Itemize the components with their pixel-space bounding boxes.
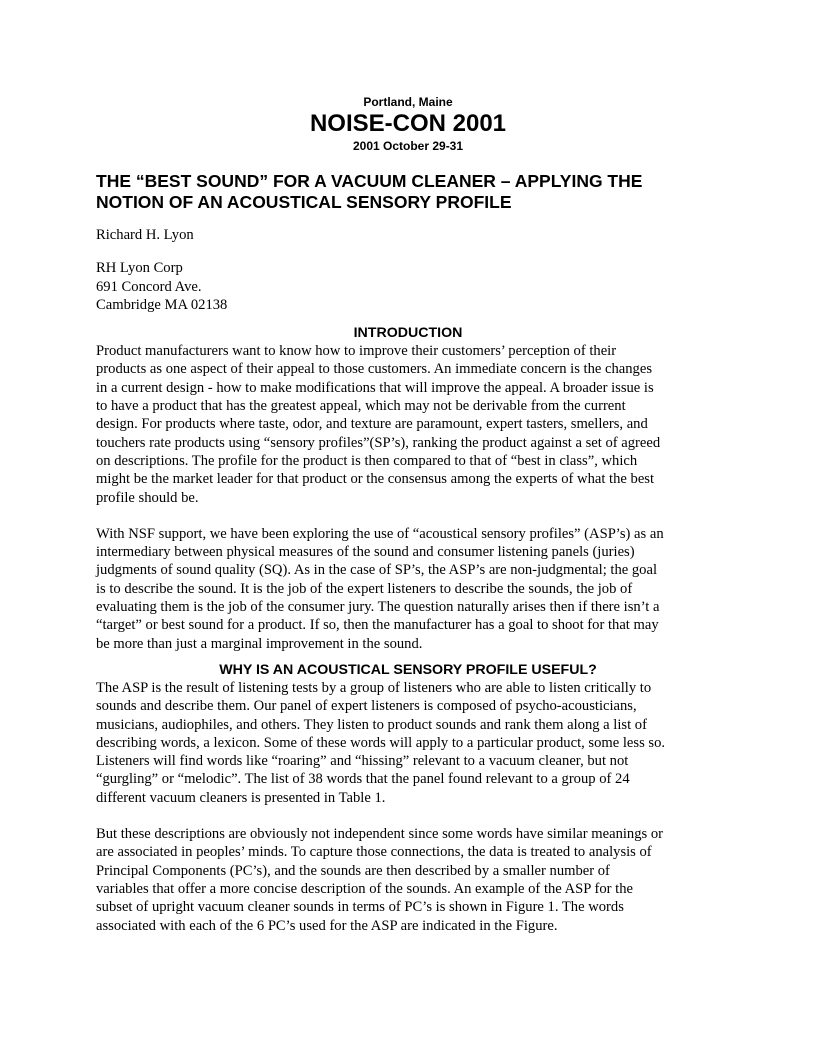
text-line: be more than just a marginal improvement in the sound. (96, 635, 423, 652)
text-line: variables that offer a more concise description of the sounds. An example of the ASP for the (96, 880, 633, 897)
section-heading-introduction: INTRODUCTION (353, 325, 463, 342)
text-line: describing words, a lexicon. Some of these words will apply to a particular product, some less so. (96, 734, 666, 751)
paper-title (96, 171, 716, 213)
text-line: are associated in peoples’ minds. To capture those connections, the data is treated to analysis of (96, 844, 652, 861)
text-line: Principal Components (PC’s), and the sounds are then described by a smaller number of (96, 862, 610, 879)
paper-author: Richard H. Lyon (96, 227, 194, 243)
paper-title-line: THE “BEST SOUND” FOR A VACUUM CLEANER – APPLYING THE (96, 171, 643, 191)
text-line: With NSF support, we have been exploring the use of “acoustical sensory profiles” (ASP’s) as an (96, 525, 664, 542)
affiliation-line: Cambridge MA 02138 (96, 296, 228, 313)
paper-page (96, 94, 720, 935)
text-line: might be the market leader for that product or the consensus among the experts of what the best (96, 471, 655, 488)
affiliation-line: RH Lyon Corp (96, 260, 183, 277)
section-heading-why-asp: WHY IS AN ACOUSTICAL SENSORY PROFILE USEFUL? (219, 661, 597, 678)
why-asp-body (96, 679, 720, 935)
text-line: intermediary between physical measures of the sound and consumer listening panels (juries) (96, 544, 635, 561)
paragraph (96, 679, 722, 807)
text-line: to have a product that has the greatest appeal, which may not be derivable from the current (96, 398, 626, 415)
author-affiliation (96, 259, 720, 314)
text-line: The ASP is the result of listening tests by a group of listeners who are able to listen critically to (96, 679, 652, 696)
text-line: musicians, audiophiles, and others. They listen to product sounds and rank them along a list of (96, 716, 647, 733)
text-line: products as one aspect of their appeal to those customers. An immediate concern is the changes (96, 361, 653, 378)
text-line: is to describe the sound. It is the job of the expert listeners to describe the sounds, the job of (96, 580, 633, 597)
text-line: on descriptions. The profile for the product is then compared to that of “best in class”, which (96, 452, 638, 469)
text-line: evaluating them is the job of the consumer jury. The question naturally arises then if there isn’t a (96, 599, 660, 616)
conference-date: 2001 October 29-31 (352, 139, 464, 153)
text-line: profile should be. (96, 489, 199, 506)
conference-name: NOISE-CON 2001 (309, 110, 507, 137)
text-line: in a current design - how to make modifications that will improve the appeal. A broader issue is (96, 379, 654, 396)
text-line: “gurgling” or “melodic”. The list of 38 words that the panel found relevant to a group of 24 (96, 771, 630, 788)
text-line: associated with each of the 6 PC’s used for the ASP are indicated in the Figure. (96, 917, 558, 934)
paragraph (96, 525, 722, 653)
paragraph (96, 342, 722, 507)
introduction-body (96, 342, 720, 653)
text-line: different vacuum cleaners is presented in Table 1. (96, 789, 386, 806)
paragraph (96, 825, 722, 935)
paper-title-line: NOTION OF AN ACOUSTICAL SENSORY PROFILE (96, 192, 512, 212)
text-line: But these descriptions are obviously not independent since some words have similar meanings or (96, 826, 664, 843)
text-line: Listeners will find words like “roaring” and “hissing” relevant to a vacuum cleaner, but not (96, 753, 629, 770)
text-line: touchers rate products using “sensory profiles”(SP’s), ranking the product against a set of agreed (96, 434, 661, 451)
text-line: sounds and describe them. Our panel of expert listeners is composed of psycho-acousticians, (96, 698, 637, 715)
conference-header (96, 94, 720, 154)
conference-location: Portland, Maine (363, 95, 453, 109)
text-line: design. For products where taste, odor, and texture are paramount, expert tasters, smellers, and (96, 416, 648, 433)
affiliation-line: 691 Concord Ave. (96, 278, 202, 295)
text-line: judgments of sound quality (SQ). As in the case of SP’s, the ASP’s are non-judgmental; the goal (96, 562, 657, 579)
text-line: subset of upright vacuum cleaner sounds in terms of PC’s is shown in Figure 1. The words (96, 899, 624, 916)
text-line: Product manufacturers want to know how to improve their customers’ perception of their (96, 343, 617, 360)
text-line: “target” or best sound for a product. If so, then the manufacturer has a goal to shoot for that may (96, 617, 659, 634)
